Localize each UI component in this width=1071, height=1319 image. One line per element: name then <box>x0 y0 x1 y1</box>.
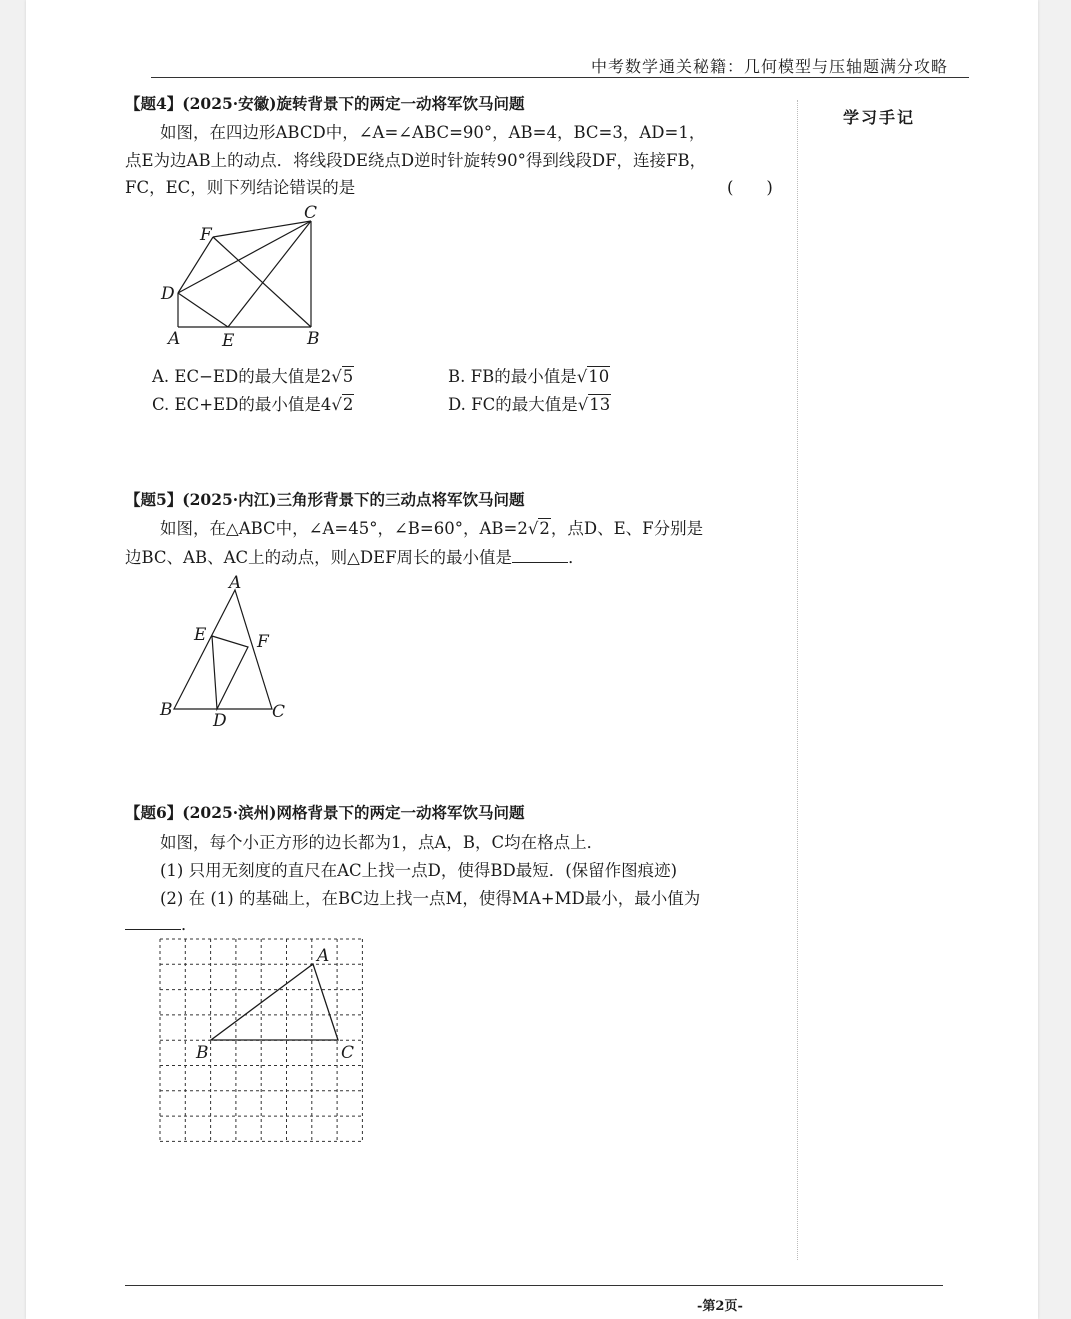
q5-label-F: F <box>257 632 269 652</box>
q4-title: 旋转背景下的两定一动将军饮马问题 <box>276 94 525 113</box>
q6-label-B: B <box>196 1043 209 1063</box>
q4-seg-DE <box>178 293 228 327</box>
q4-line3: FC，EC，则下列结论错误的是 <box>125 178 356 197</box>
q5-answer-blank[interactable] <box>512 548 568 563</box>
footer-rule <box>125 1285 943 1286</box>
q5-line2: 边BC、AB、AC上的动点，则△DEF周长的最小值是 ． <box>125 548 585 567</box>
q4-line1: 如图，在四边形ABCD中，∠A=∠ABC=90°，AB=4，BC=3，AD=1， <box>160 123 706 142</box>
q5-heading <box>125 488 525 510</box>
q4-label-A: A <box>168 329 181 349</box>
q6-heading <box>125 801 525 823</box>
q4-heading <box>125 92 525 114</box>
q5-label-A: A <box>229 573 242 593</box>
q4-label-C: C <box>304 203 318 223</box>
q4-label-B: B <box>307 329 320 349</box>
q5-label-C: C <box>272 702 286 722</box>
q4-label-E: E <box>222 331 235 351</box>
q4-seg-FB <box>213 237 311 327</box>
q4-option-a[interactable]: A. EC−ED的最大值是2√5 <box>152 367 354 386</box>
q4-seg-DF <box>178 237 213 293</box>
q4-answer-bracket[interactable]: ( ) <box>727 178 773 197</box>
header-title: 中考数学通关秘籍：几何模型与压轴题满分攻略 <box>591 57 949 76</box>
q4-label-D: D <box>161 284 175 304</box>
q5-tag: 【题5】 <box>125 490 183 509</box>
q4-seg-EC <box>228 221 311 327</box>
q5-label-B: B <box>160 700 173 720</box>
side-divider <box>797 100 798 1260</box>
q5-line1: 如图，在△ABC中，∠A=45°，∠B=60°，AB=2√2，点D、E、F分别是 <box>160 519 704 538</box>
q6-label-C: C <box>341 1043 355 1063</box>
q6-triangle-ABC <box>211 964 338 1040</box>
q5-source: (2025·内江) <box>182 490 277 509</box>
q6-line4: ． <box>125 911 198 935</box>
q5-title: 三角形背景下的三动点将军饮马问题 <box>276 490 525 509</box>
q4-option-d[interactable]: D. FC的最大值是√13 <box>448 395 611 414</box>
header-rule <box>151 77 969 78</box>
q4-tag: 【题4】 <box>125 94 183 113</box>
q4-line2: 点E为边AB上的动点．将线段DE绕点D逆时针旋转90°得到线段DF，连接FB， <box>125 151 707 170</box>
q6-tag: 【题6】 <box>125 803 183 822</box>
q4-label-F: F <box>200 225 212 245</box>
q4-source: (2025·安徽) <box>182 94 277 113</box>
q6-line3: (2) 在 (1) 的基础上，在BC边上找一点M，使得MA+MD最小，最小值为 <box>160 889 701 908</box>
q5-label-E: E <box>194 625 207 645</box>
q5-triangle-DEF <box>212 636 248 709</box>
q6-label-A: A <box>317 946 330 966</box>
page-number: -第2页- <box>697 1299 743 1314</box>
q6-line1: 如图，每个小正方形的边长都为1，点A，B，C均在格点上． <box>160 833 604 852</box>
q4-option-c[interactable]: C. EC+ED的最小值是4√2 <box>152 395 354 414</box>
q5-label-D: D <box>213 711 227 730</box>
side-notes-title: 学习手记 <box>843 108 916 127</box>
q6-line2: (1) 只用无刻度的直尺在AC上找一点D，使得BD最短．(保留作图痕迹) <box>160 861 678 880</box>
q6-title: 网格背景下的两定一动将军饮马问题 <box>276 803 525 822</box>
q4-option-b[interactable]: B. FB的最小值是√10 <box>448 367 610 386</box>
q6-grid-figure <box>150 932 380 1152</box>
q4-figure <box>150 196 330 351</box>
q6-answer-blank[interactable] <box>125 915 181 930</box>
q6-source: (2025·滨州) <box>182 803 277 822</box>
q5-figure <box>150 570 300 730</box>
